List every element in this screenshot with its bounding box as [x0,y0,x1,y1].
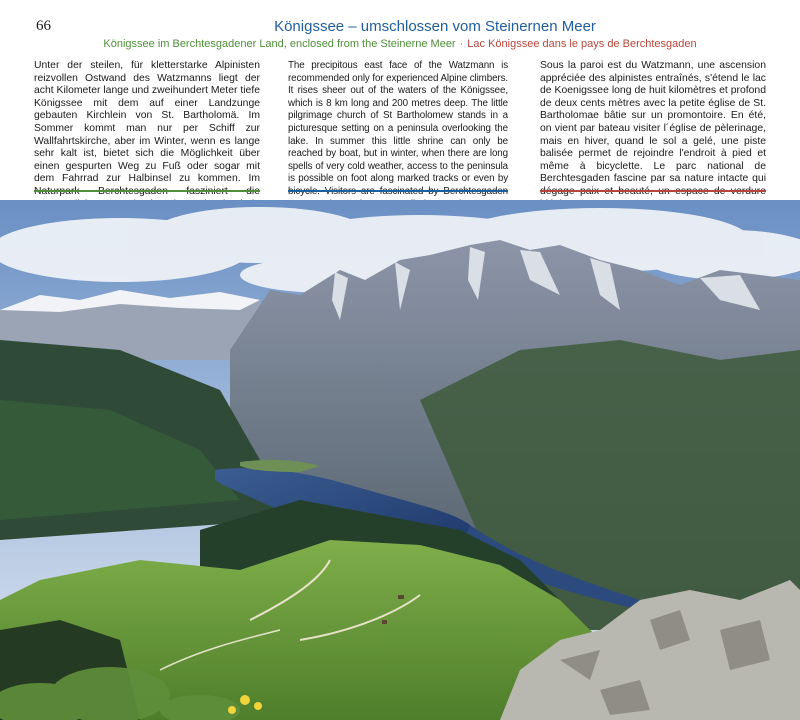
subtitle-separator: · [459,38,464,50]
french-column-rule [540,190,766,192]
text-column-german: Unter der steilen, für kletterstarke Alpinisten reizvollen Ostwand des Watzmanns liegt der acht Kilometer lange und zweihundert Meter tiefe Königssee mit dem auf einer Landzunge gebauten Kirchlein von St. Bartholomä. Im Sommer kommt man nur per Schiff zur Wallfahrtskirche, aber im Winter, wenn es lange sehr kalt ist, bietet sich die Möglichkeit über einen gespurten Weg zu Fuß oder sogar mit dem Fahrrad zur Halbinsel zu kommen. Im [34,60,260,185]
koenigssee-landscape-photo [0,200,800,720]
subtitle-german: Königssee im Berchtesgadener Land, enclosed from the Steinerne Meer [103,38,456,50]
page-title: Königssee – umschlossen vom Steinernen Meer [274,18,596,35]
page-number: 66 [36,18,51,34]
english-column-rule [288,190,508,192]
subtitle-french: Lac Königssee dans le pays de Berchtesgaden [467,38,697,50]
text-column-english: The precipitous east face of the Watzmann is recommended only for experienced Alpine climbers. It rises sheer out of the waters of the Königssee, which is 8 km long and 200 metres deep. The little pilgrimage church of St Bartholomew stands in a picturesque setting on a peninsula overlooking the lake. In summer this little shrine can only be reached by boat, but in winter, when there are long spells of very cold weather, access to the peninsula is possible on foot along marked tracks or even by [288,60,508,185]
page-subtitle [0,38,800,50]
text-column-french: Sous la paroi est du Watzmann, une ascension appréciée des alpinistes entraînés, s'étend le lac de Koenigssee long de huit kilomètres et profond de deux cents mètres avec la petite église de St. Bartholomae bâtie sur un promontoire. En été, on vient par bateau visiter l´église de pèlerinage, mais en hiver, quand le sol a gelé, une piste balisée permet de rejoindre l'endroit à pied et même à bicyclette. Le parc national de Berchtesgaden fascine par sa nature intacte qui [540,60,766,185]
german-column-rule [34,190,260,192]
